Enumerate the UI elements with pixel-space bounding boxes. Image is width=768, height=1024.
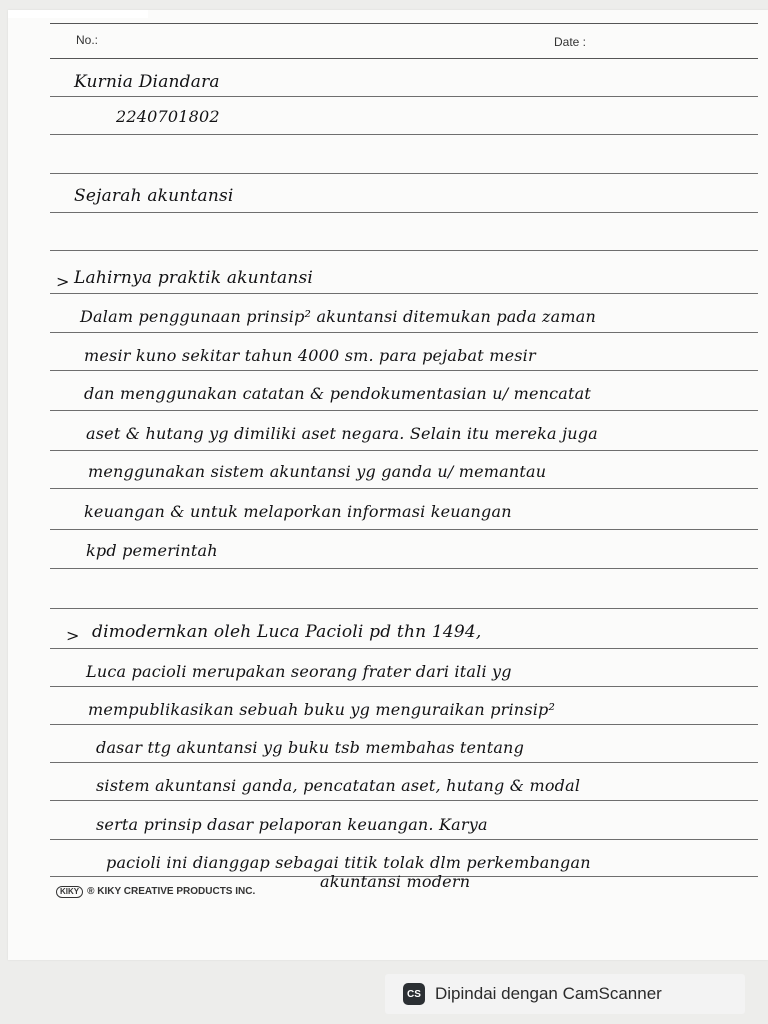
text-line: serta prinsip dasar pelaporan keuangan. Karya xyxy=(96,815,488,834)
ruled-line xyxy=(50,724,758,725)
page-top-edge xyxy=(8,10,148,18)
text-line: Dalam penggunaan prinsip² akuntansi ditemukan pada zaman xyxy=(80,307,596,326)
kiky-logo-icon: KIKY xyxy=(56,886,83,898)
student-id: 2240701802 xyxy=(116,107,220,126)
section-heading: dimodernkan oleh Luca Pacioli pd thn 1494, xyxy=(92,622,482,642)
notebook-brand xyxy=(56,886,255,898)
page-title: Sejarah akuntansi xyxy=(74,186,234,206)
camscanner-text: Dipindai dengan CamScanner xyxy=(435,984,662,1003)
ruled-line xyxy=(50,800,758,801)
camscanner-icon: CS xyxy=(403,983,425,1005)
section-marker: > xyxy=(66,626,80,645)
text-line: Luca pacioli merupakan seorang frater dari itali yg xyxy=(86,662,512,681)
brand-text: ® KIKY CREATIVE PRODUCTS INC. xyxy=(87,886,256,897)
text-line: aset & hutang yg dimiliki aset negara. Selain itu mereka juga xyxy=(86,424,598,443)
camscanner-badge xyxy=(385,974,745,1014)
text-line: dan menggunakan catatan & pendokumentasian u/ mencatat xyxy=(84,384,592,403)
date-label: Date : xyxy=(554,35,587,49)
text-line: menggunakan sistem akuntansi yg ganda u/ memantau xyxy=(88,462,547,481)
ruled-line xyxy=(50,293,758,294)
ruled-line xyxy=(50,686,758,687)
ruled-line xyxy=(50,839,758,840)
ruled-line xyxy=(50,173,758,174)
ruled-line xyxy=(50,529,758,530)
text-line: keuangan & untuk melaporkan informasi keuangan xyxy=(84,502,512,521)
text-line: akuntansi modern xyxy=(320,872,471,891)
text-line: kpd pemerintah xyxy=(86,541,218,560)
author-name: Kurnia Diandara xyxy=(74,72,220,92)
ruled-line xyxy=(50,488,758,489)
notebook-page xyxy=(8,10,768,960)
ruled-line xyxy=(50,96,758,97)
ruled-line xyxy=(50,410,758,411)
section-marker: > xyxy=(56,272,70,291)
text-line: mesir kuno sekitar tahun 4000 sm. para pejabat mesir xyxy=(84,346,536,365)
text-line: mempublikasikan sebuah buku yg menguraikan prinsip² xyxy=(88,700,556,719)
section-heading: Lahirnya praktik akuntansi xyxy=(74,268,314,288)
text-line: pacioli ini dianggap sebagai titik tolak dlm perkembangan xyxy=(106,853,591,872)
text-line: dasar ttg akuntansi yg buku tsb membahas tentang xyxy=(96,738,525,757)
ruled-line xyxy=(50,250,758,251)
text-line: sistem akuntansi ganda, pencatatan aset, hutang & modal xyxy=(96,776,581,795)
ruled-line xyxy=(50,648,758,649)
header-bottom-rule xyxy=(50,58,758,59)
ruled-line xyxy=(50,134,758,135)
ruled-line xyxy=(50,370,758,371)
no-label: No.: xyxy=(76,33,99,47)
ruled-line xyxy=(50,212,758,213)
ruled-line xyxy=(50,450,758,451)
header-top-rule xyxy=(50,23,758,24)
ruled-line xyxy=(50,568,758,569)
ruled-line xyxy=(50,332,758,333)
ruled-line xyxy=(50,608,758,609)
ruled-line xyxy=(50,762,758,763)
